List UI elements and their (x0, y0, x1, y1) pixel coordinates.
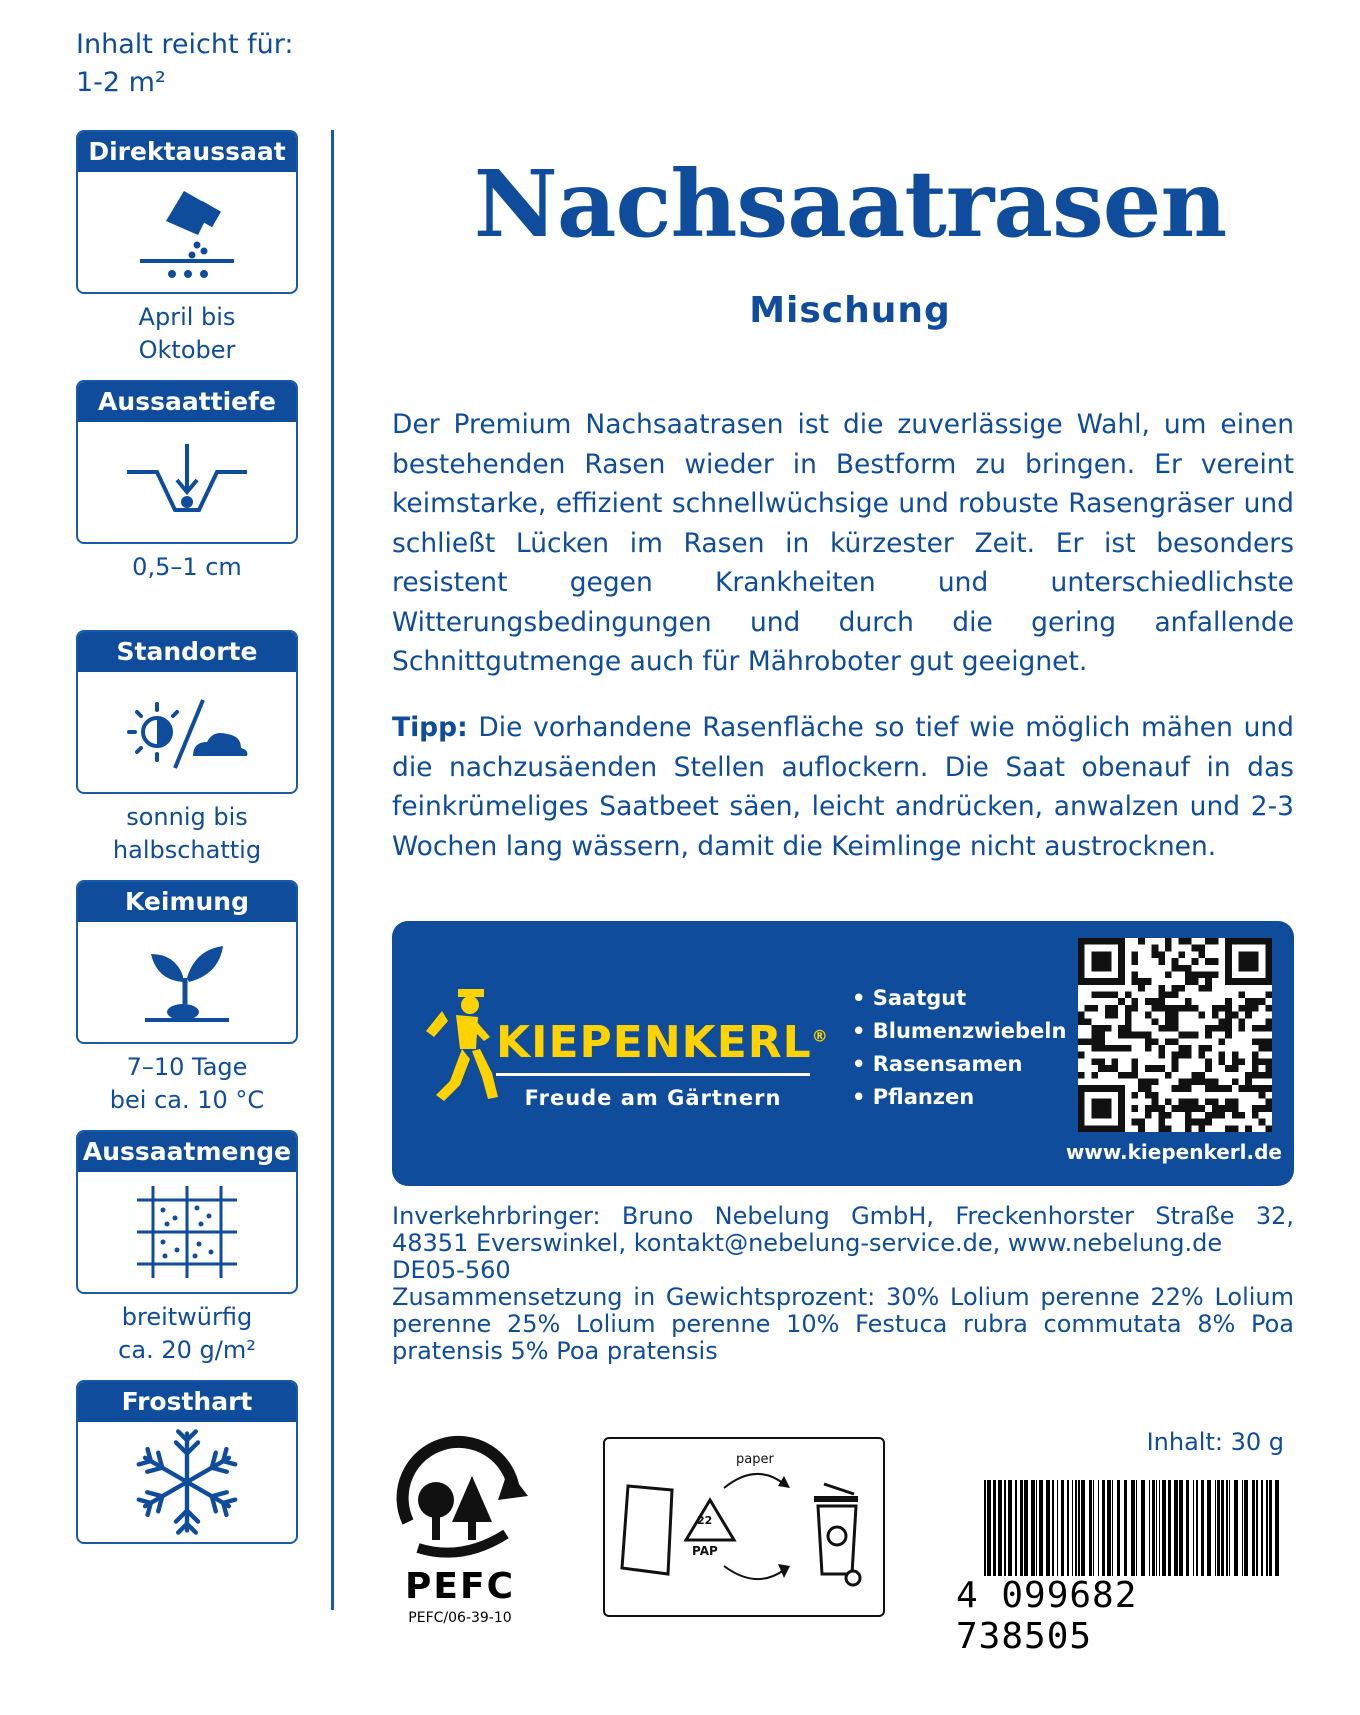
brand-name: KIEPENKERL® (496, 1017, 829, 1068)
brand-slogan: Freude am Gärtnern (524, 1086, 782, 1110)
card-title: Aussaatmenge (78, 1132, 296, 1172)
grid-seeds-icon (127, 1180, 247, 1284)
card-aussaatmenge (76, 1130, 298, 1294)
list-item: • Pflanzen (852, 1085, 975, 1109)
recycling-code: PAP (692, 1544, 718, 1558)
logo-underline (496, 1073, 810, 1076)
brand-bullet-list (852, 982, 1066, 1114)
barcode-icon (982, 1480, 1282, 1576)
organic-code: DE05-560 (392, 1256, 511, 1284)
product-description: Der Premium Nachsaatrasen ist die zuverlässige Wahl, um einen bestehenden Rasen wieder in Bestform zu bringen. Er vereint keimstarke, effizient schnellwüchsige und robuste Rasengräser und schließt Lücken im Rasen in kürzester Zeit. Er ist besonders resistent gegen Krankheiten und unterschiedlichste Witterungsbedingungen und durch die gering anfallende Schnittgutmenge auch für Mähroboter gut geeignet. (392, 409, 1294, 677)
pefc-label: PEFC (405, 1566, 515, 1607)
card-title: Aussaattiefe (78, 382, 296, 422)
product-title: Nachsaatrasen (473, 150, 1227, 258)
depth-icon (117, 432, 257, 532)
product-subtitle: Mischung (749, 290, 951, 331)
card-keimung (76, 880, 298, 1044)
arrow-icon (722, 1466, 792, 1494)
snowflake-icon (132, 1427, 242, 1537)
sprout-icon (117, 932, 257, 1032)
paper-bag-icon (618, 1482, 678, 1577)
legal-info (392, 1203, 1294, 1365)
package-content: Inhalt: 30 g (1146, 1428, 1284, 1456)
tip-paragraph (392, 708, 1294, 866)
list-item: • Rasensamen (852, 1052, 1023, 1076)
arrow-icon (722, 1560, 792, 1588)
tip-text: Die vorhandene Rasenfläche so tief wie möglich mähen und die nachzusäenden Stellen auflockern. Die Saat obenauf in das feinkrümeliges Saatbeet säen, leicht andrücken, anwalzen und 2-3 Wochen lang wässern, damit die Keimlinge nicht austrocknen. (392, 712, 1294, 862)
card-caption-aussaatmenge: breitwürfig ca. 20 g/m² (118, 1303, 256, 1364)
card-caption-aussaattiefe: 0,5–1 cm (132, 553, 242, 581)
card-title: Standorte (78, 632, 296, 672)
sun-cloud-icon (117, 682, 257, 782)
brand-url: www.kiepenkerl.de (1065, 1140, 1282, 1164)
distributor-text: Inverkehrbringer: Bruno Nebelung GmbH, Freckenhorster Straße 32, 48351 Everswinkel, kontakt@nebelung-service.de, www.nebelung.de (392, 1202, 1294, 1257)
ean-number: 4 099682 738505 (956, 1575, 1138, 1657)
coverage-info (76, 26, 294, 102)
vertical-divider (331, 130, 334, 1610)
list-item: • Saatgut (852, 986, 967, 1010)
composition-text: Zusammensetzung in Gewichtsprozent: 30% Lolium perenne 22% Lolium perenne 25% Lolium perenne 10% Festuca rubra commutata 8% Poa pratensis 5% Poa pratensis (392, 1283, 1294, 1365)
coverage-label: Inhalt reicht für: (76, 29, 294, 60)
sowing-icon (122, 177, 252, 287)
pefc-code: PEFC/06-39-10 (408, 1610, 512, 1626)
hiker-logo-icon (420, 985, 500, 1105)
card-title: Keimung (78, 882, 296, 922)
card-title: Direktaussaat (78, 132, 296, 172)
list-item: • Blumenzwiebeln (852, 1019, 1067, 1043)
card-standorte (76, 630, 298, 794)
card-aussaattiefe (76, 380, 298, 544)
card-caption-standorte: sonnig bis halbschattig (112, 803, 262, 864)
registered-mark: ® (811, 1026, 829, 1046)
recycling-bin-icon (808, 1478, 868, 1588)
recycling-number: 22 (697, 1514, 713, 1527)
card-caption-direktaussaat: April bis Oktober (138, 303, 236, 364)
card-title: Frosthart (78, 1382, 296, 1422)
paper-label: paper (736, 1452, 774, 1467)
coverage-value: 1-2 m² (76, 67, 166, 98)
qr-code-icon (1078, 938, 1272, 1132)
card-direktaussaat (76, 130, 298, 294)
card-frosthart (76, 1380, 298, 1544)
tip-label: Tipp: (392, 712, 468, 743)
card-caption-keimung: 7–10 Tage bei ca. 10 °C (109, 1053, 265, 1114)
